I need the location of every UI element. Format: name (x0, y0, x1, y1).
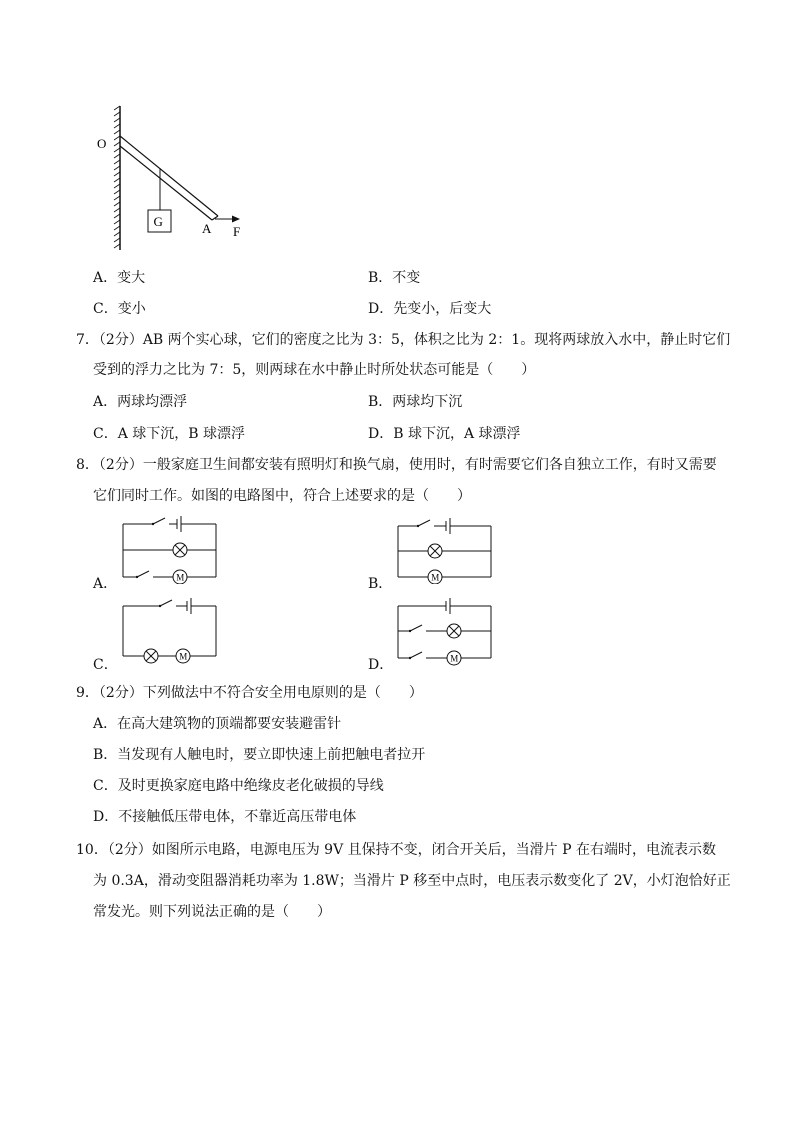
q8-option-b-label: B． (368, 576, 393, 592)
q10-stem-line-3: 常发光。则下列说法正确的是（ ） (93, 904, 331, 920)
q9-option-d: D．不接触低压带电体，不靠近高压带电体 (93, 809, 357, 825)
q8-option-c-label: C． (93, 657, 118, 673)
lever-bar-bottom (120, 146, 212, 220)
q6-option-d: D．先变小，后变大 (368, 301, 492, 317)
q9-stem: 9．（2分）下列做法中不符合安全用电原则的是（ ） (76, 685, 423, 701)
q8-option-a-label: A． (93, 576, 118, 592)
q7-option-c: C．A 球下沉，B 球漂浮 (93, 426, 246, 442)
end-label: A (202, 221, 212, 236)
pivot-label: O (97, 136, 107, 151)
q7-stem-line-1: 7．（2分）AB 两个实心球，它们的密度之比为 3：5，体积之比为 2：1。现将两球放入水中，静止时它们 (76, 332, 731, 348)
wall-hatching (114, 106, 120, 248)
q7-option-d: D．B 球下沉，A 球漂浮 (368, 426, 521, 442)
motor-label: M (179, 651, 188, 662)
force-label: F (233, 224, 241, 239)
motor-label: M (431, 572, 440, 583)
q8-option-d-label: D． (368, 657, 394, 673)
motor-label: M (176, 572, 185, 583)
circuit-b (390, 514, 500, 584)
q10-stem-line-1: 10．（2分）如图所示电路，电源电压为 9V 且保持不变，闭合开关后，当滑片 P 在右端时，电流表示数 (76, 842, 716, 858)
circuit-c (115, 596, 225, 666)
q6-option-a: A．变大 (93, 270, 146, 286)
lever-bar-top (120, 136, 218, 216)
q7-stem-line-2: 受到的浮力之比为 7：5，则两球在水中静止时所处状态可能是（ ） (93, 362, 536, 378)
force-arrow-head (232, 216, 240, 223)
q10-stem-line-2: 为 0.3A，滑动变阻器消耗功率为 1.8W；当滑片 P 移至中点时，电压表示数变化了 2V，小灯泡恰好正 (93, 873, 731, 889)
q8-stem-line-1: 8．（2分）一般家庭卫生间都安装有照明灯和换气扇，使用时，有时需要它们各自独立工作，有时又需要 (76, 457, 717, 473)
motor-label: M (450, 653, 459, 664)
q8-stem-line-2: 它们同时工作。如图的电路图中，符合上述要求的是（ ） (93, 488, 471, 504)
circuit-d (390, 596, 500, 666)
q7-option-a: A．两球均漂浮 (93, 394, 188, 410)
circuit-a (115, 514, 225, 584)
q9-option-b: B．当发现有人触电时，要立即快速上前把触电者拉开 (93, 747, 426, 763)
weight-label: G (153, 214, 163, 229)
q6-option-b: B．不变 (368, 270, 421, 286)
q9-option-a: A．在高大建筑物的顶端都要安装避雷针 (93, 716, 342, 732)
q9-option-c: C．及时更换家庭电路中绝缘皮老化破损的导线 (93, 778, 384, 794)
q7-option-b: B．两球均下沉 (368, 394, 463, 410)
q6-option-c: C．变小 (93, 301, 146, 317)
lever-figure (90, 100, 260, 260)
